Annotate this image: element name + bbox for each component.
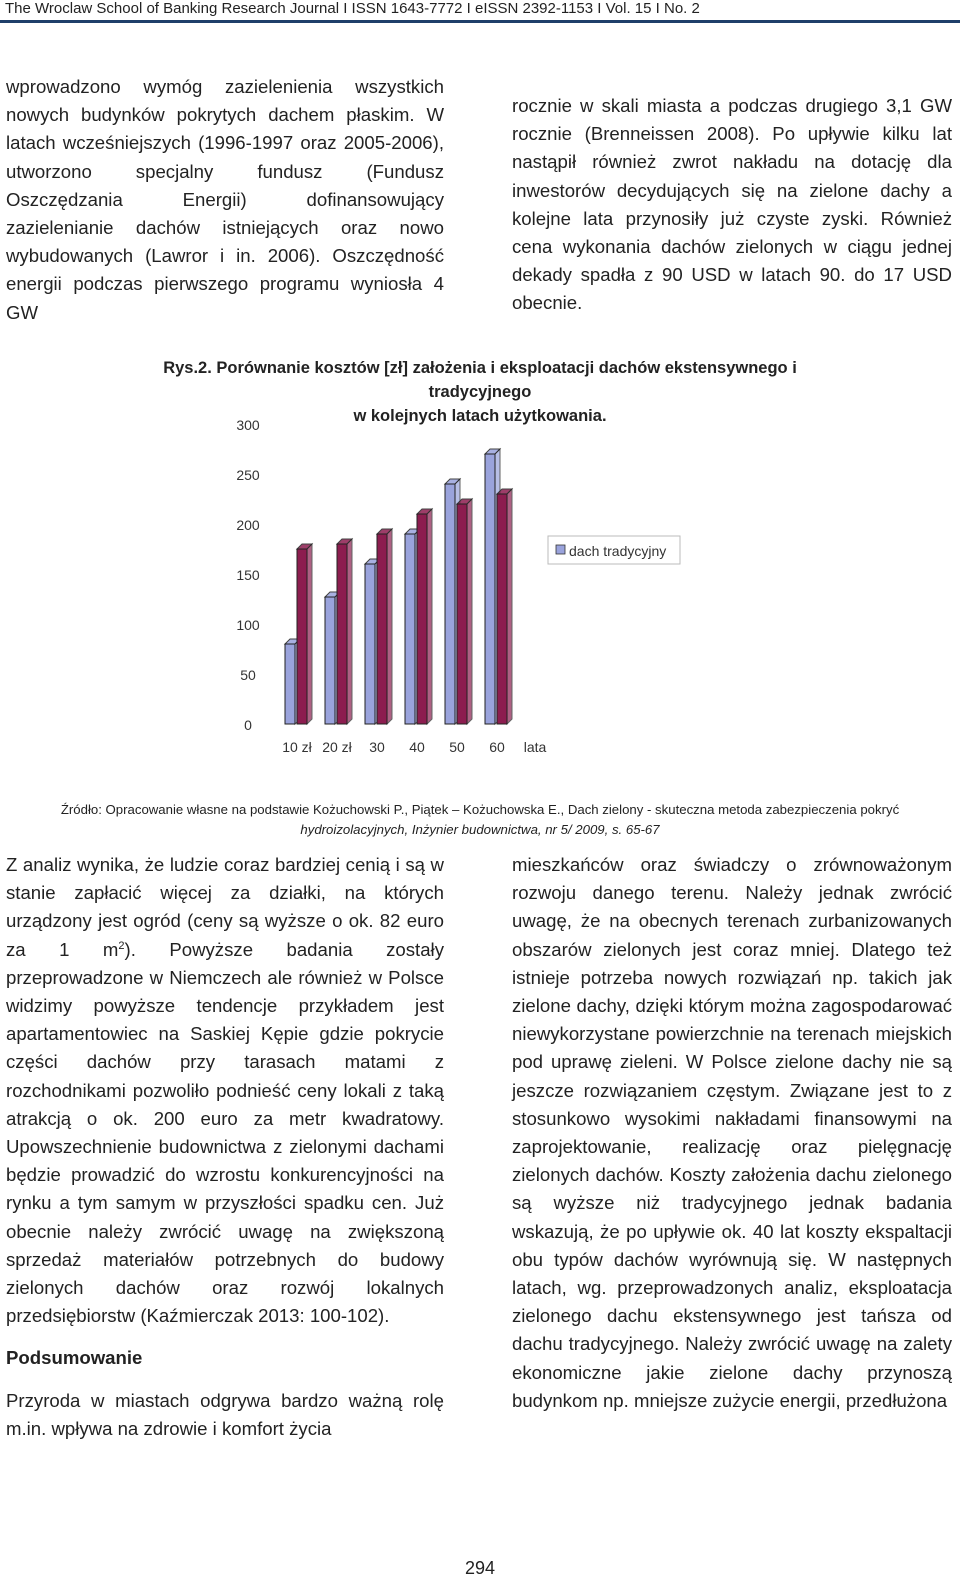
bar-series-2-side bbox=[467, 499, 472, 724]
figure-source-line1: Źródło: Opracowanie własne na podstawie Kożuchowski P., Piątek – Kożuchowska E., Dach zielony - skuteczna metoda zabezpieczenia pokryć bbox=[60, 802, 900, 817]
figure-title-line1: Rys.2. Porównanie kosztów [zł] założenia i eksploatacji dachów ekstensywnego i tradycyjnego bbox=[163, 359, 797, 401]
y-tick-label: 0 bbox=[244, 717, 252, 733]
bar-series-1 bbox=[445, 484, 455, 724]
figure-source bbox=[50, 800, 910, 840]
y-tick-label: 50 bbox=[240, 667, 256, 683]
legend-swatch bbox=[556, 545, 565, 554]
paragraph-analysis bbox=[6, 851, 444, 1330]
figure-title-line2: w kolejnych latach użytkowania. bbox=[353, 407, 607, 425]
column-bottom-right bbox=[512, 851, 952, 1415]
y-tick-label: 250 bbox=[236, 467, 260, 483]
section-heading-summary: Podsumowanie bbox=[6, 1347, 143, 1369]
x-tick-label: 30 bbox=[369, 739, 385, 755]
page-number: 294 bbox=[464, 1558, 496, 1578]
x-tick-label: 40 bbox=[409, 739, 425, 755]
y-tick-label: 300 bbox=[236, 417, 260, 433]
bar-series-2-side bbox=[347, 539, 352, 724]
paragraph-top-right: rocznie w skali miasta a podczas drugiego 3,1 GW rocznie (Brenneissen 2008). Po upływie kilku lat nastąpił również zwrot nakładu na dotację dla inwestorów decydujących się na zielone dachy a kolejne lata przynosiły już czyste zyski. Również cena wykonania dachów zielonych w ciągu jednej dekady spadła z 90 USD w latach 90. do 17 USD obecnie. bbox=[512, 95, 952, 314]
paragraph-top-left: wprowadzono wymóg zazielenienia wszystkich nowych budynków pokrytych dachem płaskim. W latach wcześniejszych (1996-1997 oraz 2005-2006), utworzono specjalny fundusz (Fundusz Oszczędzania Energii) dofinansowujący zazielenianie dachów istniejących oraz nowo wybudowanych (Lawror i in. 2006). Oszczędność energii podczas pierwszego programu wyniosła 4 GW bbox=[6, 76, 444, 323]
bar-series-1 bbox=[365, 564, 375, 724]
bar-series-2-side bbox=[507, 489, 512, 724]
y-tick-label: 100 bbox=[236, 617, 260, 633]
figure-source-line2: hydroizolacyjnych, Inżynier budownictwa, nr 5/ 2009, s. 65-67 bbox=[300, 822, 660, 837]
bar-series-1 bbox=[325, 597, 335, 724]
legend-label: dach tradycyjny bbox=[569, 543, 667, 559]
paragraph-summary: Przyroda w miastach odgrywa bardzo ważną rolę m.in. wpływa na zdrowie i komfort życia bbox=[6, 1389, 444, 1439]
x-tick-label: 50 bbox=[449, 739, 465, 755]
x-tick-label: 60 bbox=[489, 739, 505, 755]
bar-series-2 bbox=[457, 504, 467, 724]
y-tick-label: 150 bbox=[236, 567, 260, 583]
y-tick-label: 200 bbox=[236, 517, 260, 533]
bar-series-2-side bbox=[387, 529, 392, 724]
x-tick-label: 10 zł bbox=[282, 739, 312, 755]
bar-series-2 bbox=[417, 514, 427, 724]
column-bottom-left bbox=[6, 851, 444, 1443]
bar-series-1 bbox=[285, 644, 295, 724]
bar-series-2 bbox=[297, 549, 307, 724]
bar-series-1 bbox=[485, 454, 495, 724]
bar-series-2-side bbox=[307, 544, 312, 724]
paragraph-analysis-b: ). Powyższe badania zostały przeprowadzone w Niemczech ale również w Polsce widzimy powyższe tendencje przykładem jest apartamentowiec na Saskiej Kępie gdzie pokrycie części dachów przy tarasach matami z rozchodnikami pozwoliło podnieść ceny lokali z taką atrakcją o ok. 200 euro za metr kwadratowy. Upowszechnienie budownictwa z zielonymi dachami będzie prowadzić do wzrostu konkurencyjności na rynku a tym samym w przyszłości spadku cen. Już obecnie należy zwrócić uwagę na zwiększoną sprzedaż materiałów potrzebnych do budowy zielonych dachów oraz rozwój lokalnych przedsiębiorstw (Kaźmierczak 2013: 100-102). bbox=[6, 938, 444, 1327]
superscript-2: 2 bbox=[118, 939, 125, 952]
bar-series-2 bbox=[497, 494, 507, 724]
x-axis-extra-label: lata bbox=[523, 739, 547, 755]
paragraph-bottom-right: mieszkańców oraz świadczy o zrównoważonym rozwoju danego terenu. Należy jednak zwrócić uwagę, że na obecnych terenach zurbanizowanych obszarów zielonych jest coraz mniej. Dlatego też istnieje potrzeba nowych rozwiązań np. takich jak zielone dachy, dzięki którym można zagospodarować niewykorzystane powierzchnie na terenach miejskich pod uprawę zieleni. W Polsce zielone dachy nie są jeszcze rozwiązaniem częstym. Związane jest to z stosunkowo wysokimi nakładami finansowymi na zaprojektowanie, realizację oraz pielęgnację zielonych dachów. Koszty założenia dachu zielonego są wyższe niż tradycyjnego jednak badania wskazują, że po upływie ok. 40 lat koszty ekspaltacji obu typów dachów wyrównują się. W następnych latach, wg. przeprowadzonych analiz, eksploatacja zielonego dachu ekstensywnego jest tańsza od dachu tradycyjnego. Należy zwrócić uwagę na zalety ekonomiczne jakie zielone dachy przynoszą budynkom np. mniejsze zużycie energii, przedłużona bbox=[512, 854, 952, 1411]
bar-series-2 bbox=[377, 534, 387, 724]
bar-series-2 bbox=[337, 544, 347, 724]
bar-series-1 bbox=[405, 534, 415, 724]
x-tick-label: 20 zł bbox=[322, 739, 352, 755]
paragraph-analysis-a: Z analiz wynika, że ludzie coraz bardziej cenią i są w stanie zapłacić więcej za działki, na których urządzony jest ogród (ceny są wyższe o ok. 82 euro za 1 m bbox=[6, 854, 444, 960]
bar-series-2-side bbox=[427, 509, 432, 724]
running-head: The Wroclaw School of Banking Research Journal I ISSN 1643-7772 I eISSN 2392-1153 I Vol. 15 I No. 2 bbox=[5, 0, 700, 17]
